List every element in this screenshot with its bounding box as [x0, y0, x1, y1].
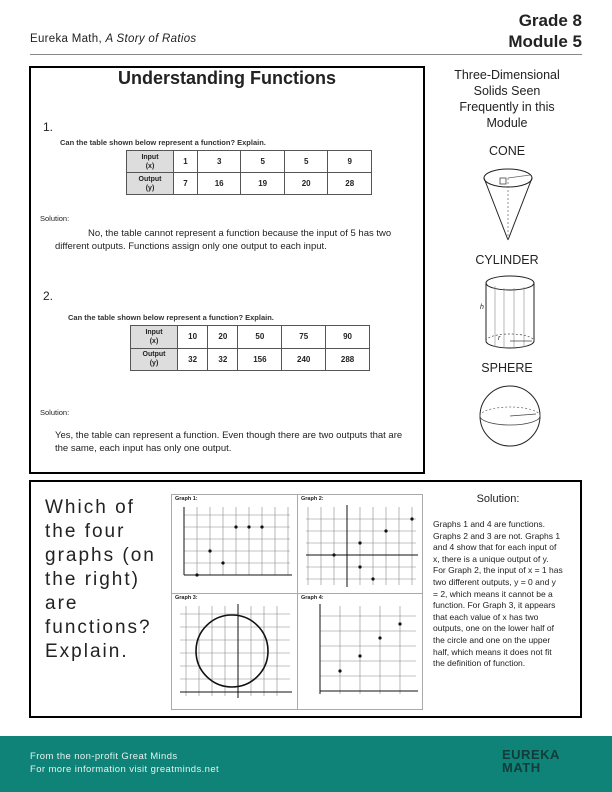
q2-cell: 10 [178, 326, 208, 349]
q1-output-header: Output (y) [127, 173, 174, 195]
graphs-solution-label: Solution: [476, 493, 520, 505]
graph-1 [171, 494, 298, 594]
q2-cell: 50 [238, 326, 282, 349]
graph-2 [297, 494, 423, 594]
q1-cell: 3 [197, 151, 241, 173]
cone-illustration [478, 162, 538, 244]
q2-cell: 32 [208, 348, 238, 371]
graph-3-plot [172, 594, 297, 709]
q1-solution-label: Solution: [40, 214, 70, 223]
sphere-illustration [478, 384, 542, 448]
q1-question: Can the table shown below represent a function? Explain. [60, 138, 266, 147]
cylinder-illustration [478, 273, 540, 353]
q1-cell: 9 [328, 151, 372, 173]
q2-solution-label: Solution: [40, 408, 70, 417]
q2-cell: 90 [326, 326, 370, 349]
graph-4 [297, 593, 423, 710]
q2-cell: 20 [208, 326, 238, 349]
q1-cell: 19 [241, 173, 285, 195]
q2-table [130, 325, 370, 371]
eureka-math-logo: EUREKA MATH [502, 747, 560, 775]
graph-4-plot [298, 594, 422, 709]
q2-input-header: Input (x) [131, 326, 178, 349]
page-title: Understanding Functions [118, 68, 336, 88]
q2-question: Can the table shown below represent a function? Explain. [68, 313, 274, 322]
cone-label: CONE [488, 144, 526, 158]
footer-line-2: For more information visit greatminds.net [30, 764, 220, 775]
q2-cell: 156 [238, 348, 282, 371]
q1-cell: 28 [328, 173, 372, 195]
q2-solution: Yes, the table can represent a function. Even though there are two outputs that are the same, each input has only one output. [55, 430, 403, 454]
header-rule [30, 54, 582, 55]
main-problems-box [29, 66, 425, 474]
q1-cell: 5 [284, 151, 328, 173]
q1-number: 1. [43, 120, 54, 134]
graph-1-plot [172, 495, 297, 593]
q1-cell: 5 [241, 151, 285, 173]
q1-solution: No, the table cannot represent a function because the input of 5 has two different outputs. Functions assign only one output to each input. [55, 228, 392, 252]
grade-label: Grade 8 [518, 11, 582, 30]
sidebar-heading: Three-Dimensional Solids Seen Frequently in this Module [454, 68, 560, 130]
q2-cell: 32 [178, 348, 208, 371]
q1-input-header: Input (x) [127, 151, 174, 173]
graph-2-label: Graph 2: [301, 496, 324, 502]
graph-3 [171, 593, 298, 710]
graph-4-label: Graph 4: [301, 595, 324, 601]
header-publisher: Eureka Math, A Story of Ratios [30, 33, 197, 45]
q1-table [126, 150, 372, 195]
graphs-question: Which of the four graphs (on the right) are functions? Explain. [45, 497, 156, 662]
graphs-solution: Graphs 1 and 4 are functions. Graphs 2 and 3 are not. Graphs 1 and 4 show that for each input of x, there is a unique output of y. For Graph 2, the input of x = 1 has two different outputs, y = 0 and y = 2, which means it cannot be a function. For Graph 3, it appears that each value of x has two outputs, one on the lower half of the circle and one on the upper half, which means it does not fit the definition of function. [433, 519, 563, 669]
footer-text [30, 750, 219, 776]
cylinder-h-label: h [480, 304, 484, 311]
q2-number: 2. [43, 289, 54, 303]
q2-cell: 75 [282, 326, 326, 349]
footer-line-1: From the non-profit Great Minds [30, 751, 178, 762]
graph-3-label: Graph 3: [175, 595, 198, 601]
q1-cell: 1 [174, 151, 198, 173]
q1-cell: 20 [284, 173, 328, 195]
q1-cell: 16 [197, 173, 241, 195]
q2-cell: 288 [326, 348, 370, 371]
module-label: Module 5 [508, 32, 582, 51]
series-name: A Story of Ratios [105, 33, 197, 45]
graph-1-label: Graph 1: [175, 496, 198, 502]
sphere-label: SPHERE [481, 361, 533, 375]
grade-module [508, 10, 582, 52]
graph-2-plot [298, 495, 422, 593]
cylinder-label: CYLINDER [475, 253, 539, 267]
q1-cell: 7 [174, 173, 198, 195]
q2-output-header: Output (y) [131, 348, 178, 371]
q2-cell: 240 [282, 348, 326, 371]
cylinder-r-label: r [498, 335, 501, 342]
